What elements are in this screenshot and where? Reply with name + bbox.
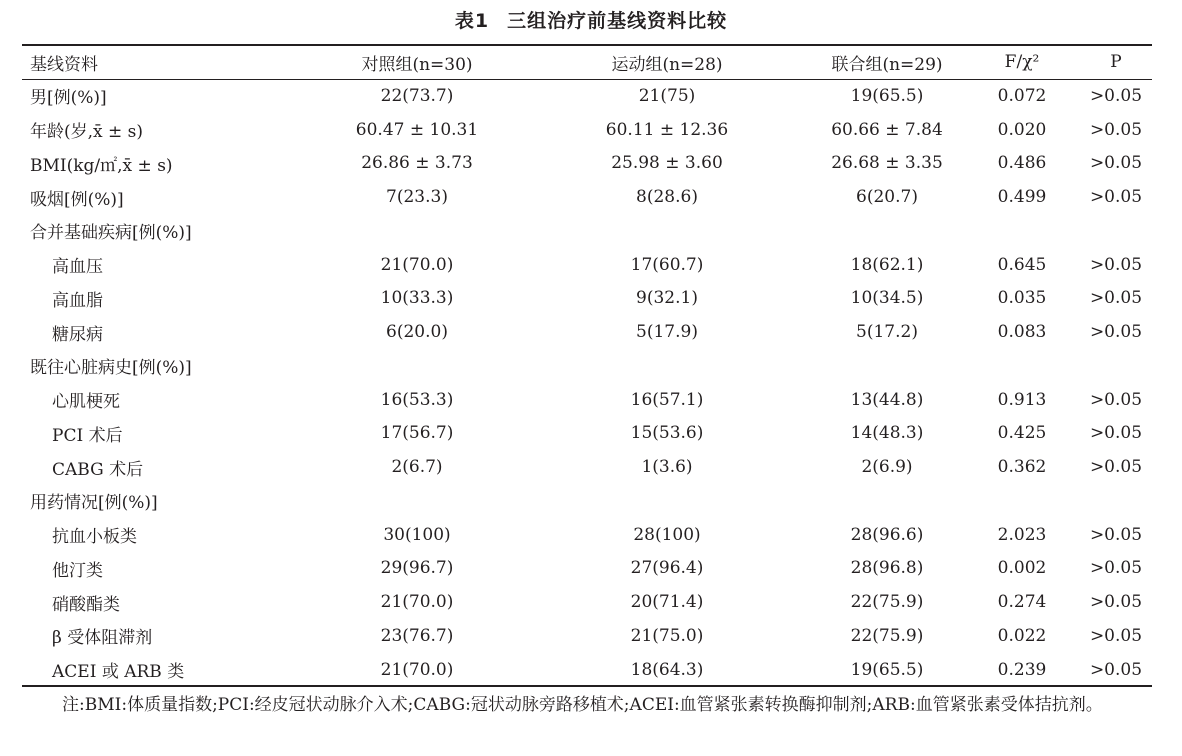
table-cell: 22(75.9): [850, 625, 924, 646]
row-label: 年龄(岁,x̄ ± s): [30, 122, 144, 143]
table-cell: 28(96.8): [850, 558, 924, 579]
table-cell: [1072, 349, 1160, 383]
header-cell: 联合组(n=29): [831, 54, 943, 75]
table-cell: 0.486: [997, 153, 1047, 174]
table-number: 表1: [454, 10, 490, 32]
table-row: [22, 450, 1160, 484]
table-cell: 18(62.1): [850, 254, 924, 275]
table-cell: 25.98 ± 3.60: [611, 153, 723, 174]
table-cell: 60.11 ± 12.36: [605, 119, 729, 140]
table-cell: 23(76.7): [380, 625, 454, 646]
table-cell: [532, 484, 802, 518]
table-cell: >0.05: [1089, 187, 1143, 208]
row-label: 抗血小板类: [52, 527, 137, 548]
table-cell: 26.68 ± 3.35: [831, 153, 943, 174]
table-cell: >0.05: [1089, 423, 1143, 444]
table-cell: >0.05: [1089, 592, 1143, 613]
table-cell: 21(70.0): [380, 659, 454, 680]
table-cell: 0.913: [997, 389, 1047, 410]
table-cell: [802, 484, 972, 518]
table-cell: 0.072: [997, 85, 1047, 106]
table-cell: 2(6.7): [391, 457, 443, 478]
row-label: 硝酸酯类: [52, 594, 120, 615]
table-cell: [302, 214, 532, 248]
table-cell: >0.05: [1089, 457, 1143, 478]
table-cell: 17(56.7): [380, 423, 454, 444]
row-label: 合并基础疾病[例(%)]: [30, 223, 192, 244]
table-row: [22, 214, 1160, 248]
header-cell: 基线资料: [30, 54, 98, 75]
table-cell: 0.083: [997, 322, 1047, 343]
table-cell: [972, 349, 1072, 383]
table-row: [22, 147, 1160, 181]
table-row: [22, 383, 1160, 417]
table-cell: 0.022: [997, 625, 1047, 646]
table-row: [22, 552, 1160, 586]
table-cell: 0.020: [997, 119, 1047, 140]
table-cell: 10(34.5): [850, 288, 924, 309]
table-cell: 26.86 ± 3.73: [361, 153, 473, 174]
table-cell: 10(33.3): [380, 288, 454, 309]
table-cell: 0.239: [997, 659, 1047, 680]
table-cell: 28(96.6): [850, 524, 924, 545]
header-row: [22, 45, 1160, 79]
row-label: 他汀类: [52, 560, 103, 581]
table-cell: 19(65.5): [850, 659, 924, 680]
table-cell: [802, 349, 972, 383]
row-label: 男[例(%)]: [30, 88, 107, 109]
table-cell: >0.05: [1089, 524, 1143, 545]
table-cell: 2.023: [997, 524, 1047, 545]
table-cell: 15(53.6): [630, 423, 704, 444]
table-cell: 22(75.9): [850, 592, 924, 613]
table-cell: 13(44.8): [850, 389, 924, 410]
row-label: 心肌梗死: [52, 392, 120, 413]
table-cell: 8(28.6): [636, 187, 698, 208]
table-cell: >0.05: [1089, 558, 1143, 579]
header-cell: P: [1110, 52, 1122, 72]
table-cell: 7(23.3): [386, 187, 448, 208]
table-cell: 30(100): [383, 524, 451, 545]
row-label: 高血脂: [52, 290, 103, 311]
table-cell: [802, 214, 972, 248]
row-label: β 受体阻滞剂: [52, 628, 153, 649]
table-row: [22, 417, 1160, 451]
table-cell: 17(60.7): [630, 254, 704, 275]
table-row: [22, 484, 1160, 518]
table-cell: 29(96.7): [380, 558, 454, 579]
table-cell: 6(20.7): [856, 187, 918, 208]
table-cell: [302, 349, 532, 383]
row-label: 用药情况[例(%)]: [30, 493, 158, 514]
table-cell: [302, 484, 532, 518]
baseline-table: [22, 45, 1160, 687]
table-row: [22, 585, 1160, 619]
table-cell: >0.05: [1089, 254, 1143, 275]
table-cell: 20(71.4): [630, 592, 704, 613]
table-cell: 21(75): [638, 85, 696, 106]
table-cell: [972, 214, 1072, 248]
table-cell: >0.05: [1089, 153, 1143, 174]
table-row: [22, 619, 1160, 653]
table-cell: >0.05: [1089, 85, 1143, 106]
table-cell: >0.05: [1089, 322, 1143, 343]
table-note: 注:BMI:体质量指数;PCI:经皮冠状动脉介入术;CABG:冠状动脉旁路移植术;ACEI:血管紧张素转换酶抑制剂;ARB:血管紧张素受体拮抗剂。: [62, 695, 1103, 715]
row-label: BMI(kg/㎡,x̄ ± s): [30, 155, 173, 176]
table-cell: 0.274: [997, 592, 1047, 613]
table-cell: 0.425: [997, 423, 1047, 444]
table-cell: [972, 484, 1072, 518]
table-cell: >0.05: [1089, 625, 1143, 646]
table-cell: 60.66 ± 7.84: [831, 119, 943, 140]
table-cell: 14(48.3): [850, 423, 924, 444]
row-label: ACEI 或 ARB 类: [52, 662, 185, 683]
table-row: [22, 79, 1160, 113]
table-cell: 21(75.0): [630, 625, 704, 646]
table-cell: 2(6.9): [861, 457, 913, 478]
table-cell: 21(70.0): [380, 592, 454, 613]
row-label: 吸烟[例(%)]: [30, 189, 124, 210]
table-cell: 28(100): [633, 524, 701, 545]
table-cell: 0.002: [997, 558, 1047, 579]
table-row: [22, 113, 1160, 147]
table-cell: [1072, 214, 1160, 248]
table-cell: 22(73.7): [380, 85, 454, 106]
table-row: [22, 282, 1160, 316]
table-cell: 9(32.1): [636, 288, 698, 309]
table-row: [22, 349, 1160, 383]
table-cell: 27(96.4): [630, 558, 704, 579]
table-row: [22, 653, 1160, 687]
row-label: 糖尿病: [52, 324, 103, 345]
table-caption: [0, 6, 1182, 33]
row-label: PCI 术后: [52, 425, 123, 446]
table-cell: >0.05: [1089, 389, 1143, 410]
table-cell: 16(57.1): [630, 389, 704, 410]
table-cell: >0.05: [1089, 119, 1143, 140]
table-row: [22, 248, 1160, 282]
table-cell: 5(17.2): [856, 322, 918, 343]
table-cell: 21(70.0): [380, 254, 454, 275]
table-cell: 16(53.3): [380, 389, 454, 410]
header-cell: F/χ²: [1004, 52, 1040, 72]
table-cell: 0.362: [997, 457, 1047, 478]
row-label: CABG 术后: [52, 459, 144, 480]
table-cell: 0.645: [997, 254, 1047, 275]
table-cell: 60.47 ± 10.31: [355, 119, 479, 140]
table-cell: 6(20.0): [386, 322, 448, 343]
table-cell: 19(65.5): [850, 85, 924, 106]
table-cell: >0.05: [1089, 288, 1143, 309]
table-cell: 0.035: [997, 288, 1047, 309]
row-label: 高血压: [52, 257, 103, 278]
table-cell: 18(64.3): [630, 659, 704, 680]
table-cell: [532, 349, 802, 383]
table-row: [22, 180, 1160, 214]
table-cell: 1(3.6): [641, 457, 693, 478]
row-label: 既往心脏病史[例(%)]: [30, 358, 192, 379]
table-cell: [1072, 484, 1160, 518]
table-cell: 0.499: [997, 187, 1047, 208]
table-cell: 5(17.9): [636, 322, 698, 343]
table-cell: [532, 214, 802, 248]
header-cell: 对照组(n=30): [361, 54, 473, 75]
table-title: 三组治疗前基线资料比较: [507, 10, 728, 32]
table-row: [22, 518, 1160, 552]
table-row: [22, 315, 1160, 349]
header-cell: 运动组(n=28): [611, 54, 723, 75]
table-cell: >0.05: [1089, 659, 1143, 680]
